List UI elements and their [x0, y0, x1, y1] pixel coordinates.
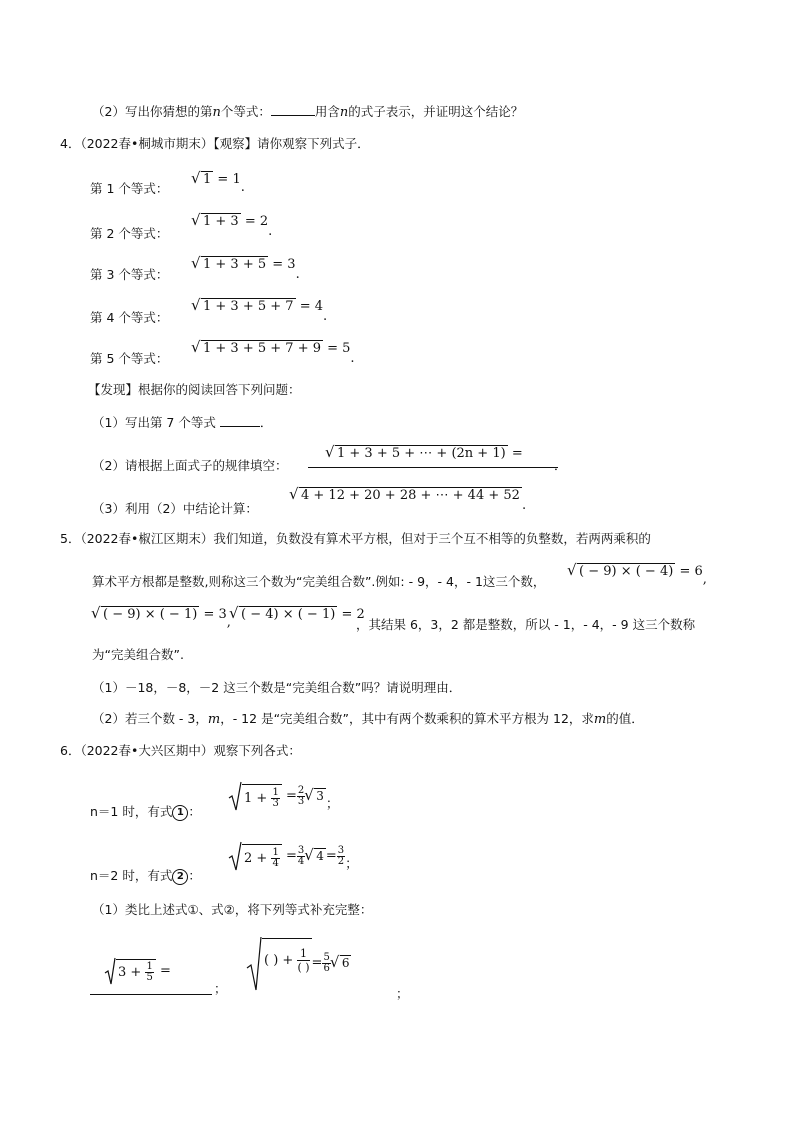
q4-part3-expr: √ 4 + 12 + 20 + 28 + ⋯ + 44 + 52. — [290, 487, 526, 503]
radicand: ( − 9) × ( − 4) — [579, 564, 674, 579]
q3-part2-line — [92, 102, 523, 120]
radicand: 1 + 3 + 5 + 7 — [203, 299, 294, 314]
frac-num: 3 — [337, 844, 345, 856]
q4-p2-text: （2）请根据上面式子的规律填空： — [92, 458, 288, 473]
q6-label-text: n＝2 时，有式 — [90, 868, 173, 883]
frac-num: 5 — [323, 951, 330, 963]
q3-text: 用含 — [314, 104, 340, 119]
q6-eq2: 2 + $\frac{1}{4}$ = $\frac{3}{4}$ √ 4 = $\frac{3}{2}$ ； — [228, 840, 358, 872]
q3-text: 的式子表示，并证明这个结论？ — [348, 104, 524, 119]
q4-eq-label: 第 2 个等式： — [90, 226, 169, 241]
eq-result: = 6 — [679, 564, 703, 579]
var-m: m — [207, 712, 221, 727]
q4-header: 4．（2022春•桐城市期末）【观察】请你观察下列式子． — [60, 136, 370, 151]
q5-radical-1: √ ( − 9) × ( − 4) = 6, — [568, 563, 707, 579]
q4-eq-1: √ 1 = 1. — [192, 171, 245, 187]
q5-radical-3 — [230, 606, 365, 622]
q5-p2-text: （2）若三个数 - 3， — [92, 711, 208, 726]
eq-result: = 2 — [341, 607, 365, 622]
q5-line1: 5．（2022春•椒江区期末）我们知道，负数没有算术平方根，但对于三个互不相等的负整数，若两两乘积的 — [60, 531, 651, 546]
q6-eq1: 1 + $\frac{1}{3}$ = $\frac{2}{3}$ √ 3； — [228, 780, 339, 812]
radicand: ( − 9) × ( − 1) — [103, 607, 198, 622]
radicand: 1 + 3 + 5 + ⋯ + (2n + 1) — [337, 446, 506, 461]
frac-num: 1 — [272, 846, 279, 858]
q3-text: （2）写出你猜想的第 — [92, 104, 213, 119]
frac-den: 5 — [146, 972, 153, 983]
period: ． — [259, 415, 273, 430]
radicand: 1 + 3 — [203, 214, 239, 229]
q5-p2-text: 的值． — [606, 711, 644, 726]
q4-eq-5: √ 1 + 3 + 5 + 7 + 9 = 5. — [192, 340, 355, 356]
radical-sign — [228, 780, 242, 812]
eq-result: = 5 — [327, 341, 351, 356]
q4-p1-text: （1）写出第 7 个等式 — [92, 415, 216, 430]
radical-sign — [228, 840, 242, 872]
frac-num: 1 — [146, 961, 153, 972]
q6-eq2-label — [90, 866, 201, 885]
q4-eq-2: √ 1 + 3 = 2. — [192, 213, 272, 229]
q4-part2-blank[interactable] — [308, 445, 558, 468]
semicolon: ； — [325, 796, 339, 812]
radicand: 3 — [316, 788, 324, 803]
fill-blank[interactable]: ( ) — [264, 953, 279, 968]
q4-eq-label: 第 1 个等式： — [90, 181, 169, 196]
eq-result: = 2 — [244, 214, 269, 229]
q5-p2-text: ，- 12 是“完美组合数”，其中有两个数乘积的算术平方根为 12，求 — [220, 711, 594, 726]
q5-line4: 为“完美组合数”. — [92, 647, 184, 662]
colon: ： — [188, 804, 201, 819]
circled-number: 2 — [172, 869, 188, 885]
q5-line2: 算术平方根都是整数,则称这三个数为“完美组合数”.例如: - 9，- 4，- 1这三个数， — [92, 574, 546, 589]
frac-den: 6 — [323, 962, 330, 974]
q6-blank-1[interactable] — [90, 956, 212, 995]
q4-eq-label: 第 3 个等式： — [90, 267, 169, 282]
radicand: 4 + 12 + 20 + 28 + ⋯ + 44 + 52 — [301, 488, 520, 503]
q6-label-text: n＝1 时，有式 — [90, 804, 173, 819]
q6-blank-2-expr: ( ) + $\frac{1}{( )}$ = $\frac{5}{6}$ √ 6 — [246, 934, 351, 992]
circled-number: 1 — [172, 805, 188, 821]
radical-sign — [104, 956, 116, 986]
frac-num: 2 — [297, 784, 305, 796]
period: ． — [554, 458, 567, 473]
semicolon: ； — [396, 986, 409, 1001]
fill-blank[interactable]: ( ) — [297, 961, 310, 974]
q4-part2 — [92, 456, 287, 474]
eq-result: = 4 — [299, 299, 323, 314]
q4-eq-3: √ 1 + 3 + 5 = 3. — [192, 256, 300, 272]
q4-discover: 【发现】根据你的阅读回答下列问题： — [88, 382, 301, 397]
var-n: n — [212, 105, 221, 120]
q4-eq-4: √ 1 + 3 + 5 + 7 = 4. — [192, 298, 327, 314]
radical-sign — [246, 934, 262, 992]
frac-den: 3 — [297, 795, 305, 807]
frac-den: 4 — [297, 855, 305, 867]
answer-blank[interactable] — [220, 426, 260, 427]
q5-radical-2: √ ( − 9) × ( − 1) = 3, — [92, 606, 231, 622]
q6-header: 6．（2022春•大兴区期中）观察下列各式： — [60, 743, 301, 758]
var-n: n — [339, 105, 349, 120]
radicand: ( − 4) × ( − 1) — [241, 607, 336, 622]
q5-line3: ，其结果 6，3，2 都是整数，所以 - 1，- 4，- 9 这三个数称 — [356, 617, 696, 632]
radicand: 6 — [341, 955, 350, 970]
q4-eq-label: 第 4 个等式： — [90, 310, 169, 325]
q4-eq-label: 第 5 个等式： — [90, 351, 169, 366]
int-part: 1 + — [244, 790, 268, 806]
frac-den: 3 — [272, 797, 279, 809]
int-part: 3 + — [118, 965, 142, 980]
q4-part3: （3）利用（2）中结论计算： — [92, 501, 258, 516]
q5-part2 — [92, 709, 644, 727]
q4-part1 — [92, 413, 272, 431]
frac-num: 1 — [272, 786, 279, 798]
q6-blank1-expr: 3 + $\frac{1}{5}$ = — [104, 956, 171, 986]
eq-result: = 1 — [217, 172, 241, 187]
radicand: 1 — [203, 172, 212, 187]
frac-num: 3 — [297, 844, 305, 856]
eq-sign: = — [511, 446, 523, 461]
q6-part1: （1）类比上述式①、式②，将下列等式补充完整： — [92, 902, 373, 917]
colon: ： — [188, 868, 201, 883]
q3-text: 个等式： — [220, 104, 271, 119]
semicolon: ； — [345, 856, 359, 872]
semicolon: ； — [214, 981, 227, 996]
q5-part1: （1）－18，－8，－2 这三个数是“完美组合数”吗？请说明理由． — [92, 680, 462, 695]
eq-result: = 3 — [272, 257, 296, 272]
eq-result: = 3 — [203, 607, 227, 622]
answer-blank[interactable] — [271, 115, 315, 116]
var-m: m — [593, 712, 607, 727]
q6-eq1-label — [90, 802, 201, 821]
radicand: 1 + 3 + 5 — [203, 257, 267, 272]
int-part: 2 + — [244, 850, 268, 866]
radicand: 4 — [316, 848, 324, 863]
frac-den: 4 — [272, 857, 279, 869]
frac-num: 1 — [297, 947, 309, 961]
frac-den: 2 — [337, 855, 345, 867]
radicand: 1 + 3 + 5 + 7 + 9 — [203, 341, 321, 356]
